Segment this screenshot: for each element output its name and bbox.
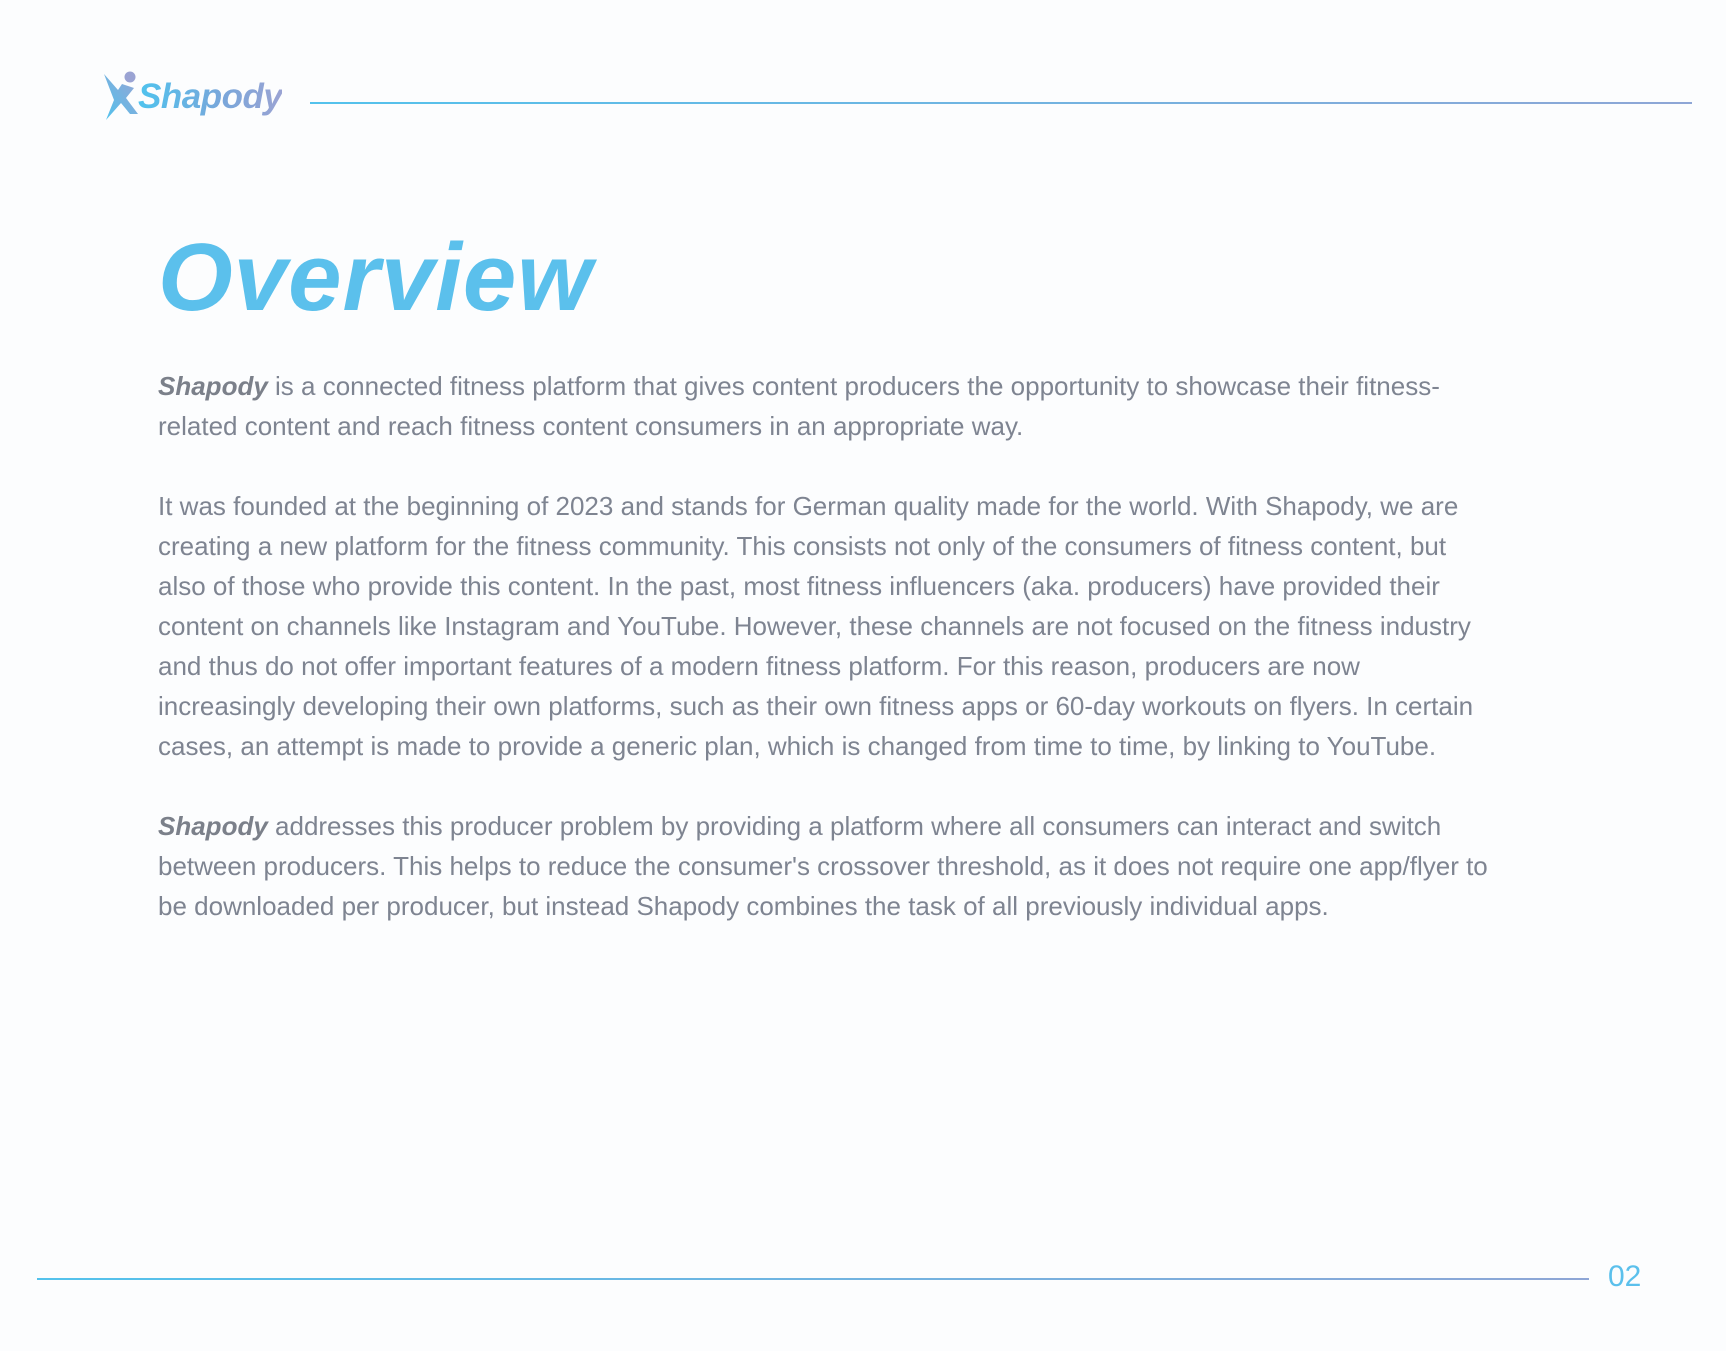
body-content [158, 366, 1498, 966]
paragraph-text: is a connected fitness platform that gives content producers the opportunity to showcase their fitness-related content and reach fitness content consumers in an appropriate way. [158, 371, 1440, 441]
paragraph-solution [158, 806, 1498, 926]
brand-name: Shapody [158, 811, 268, 841]
running-figure-icon [100, 70, 142, 122]
brand-name: Shapody [158, 371, 268, 401]
page-number: 02 [1608, 1260, 1642, 1293]
logo-wordmark: Shapody [138, 77, 283, 116]
brand-logo [100, 70, 282, 122]
header-divider [310, 102, 1692, 104]
paragraph-text: addresses this producer problem by providing a platform where all consumers can interact and switch between producers. This helps to reduce the consumer's crossover threshold, as it does not require one app/flyer to be downloaded per producer, but instead Shapody combines the task of all previously individual apps. [158, 811, 1488, 921]
paragraph-text: It was founded at the beginning of 2023 and stands for German quality made for the world. With Shapody, we are creating a new platform for the fitness community. This consists not only of the consumers of fitness content, but also of those who provide this content. In the past, most fitness influencers (aka. producers) have provided their content on channels like Instagram and YouTube. However, these channels are not focused on the fitness industry and thus do not offer important features of a modern fitness platform. For this reason, producers are now increasingly developing their own platforms, such as their own fitness apps or 60-day workouts on flyers. In certain cases, an attempt is made to provide a generic plan, which is changed from time to time, by linking to YouTube. [158, 491, 1474, 761]
page-title: Overview [158, 224, 593, 331]
footer-divider [37, 1278, 1589, 1280]
paragraph-history [158, 486, 1498, 766]
paragraph-intro [158, 366, 1498, 446]
